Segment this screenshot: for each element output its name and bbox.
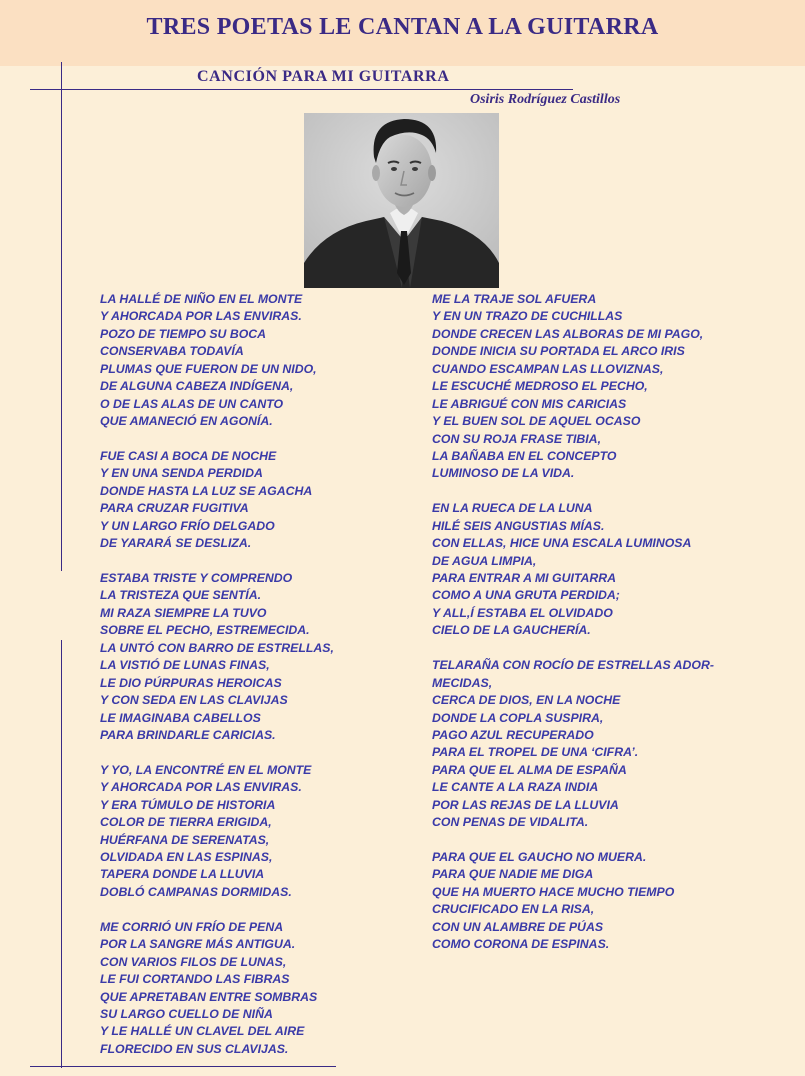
poem-line: PARA BRINDARLE CARICIAS. <box>100 727 276 742</box>
poem-line: Y UN LARGO FRÍO DELGADO <box>100 518 275 533</box>
poem-line: PLUMAS QUE FUERON DE UN NIDO, <box>100 361 317 376</box>
portrait-image <box>304 113 499 288</box>
poem-line: Y AHORCADA POR LAS ENVIRAS. <box>100 780 302 795</box>
poem-line: DONDE LA COPLA SUSPIRA, <box>432 710 604 725</box>
poem-line: CERCA DE DIOS, EN LA NOCHE <box>432 693 621 708</box>
poem-line: SU LARGO CUELLO DE NIÑA <box>100 1006 273 1021</box>
poem-line: LUMINOSO DE LA VIDA. <box>432 466 575 481</box>
poem-line: COMO A UNA GRUTA PERDIDA; <box>432 588 620 603</box>
poem-line: POR LAS REJAS DE LA LLUVIA <box>432 797 619 812</box>
poem-line: PARA EL TROPEL DE UNA ‘CIFRA’. <box>432 745 639 760</box>
poem-stanza <box>100 762 334 902</box>
poem-stanza <box>432 500 714 640</box>
poem-line: OLVIDADA EN LAS ESPINAS, <box>100 850 273 864</box>
poem-stanza <box>100 448 334 553</box>
page-title: TRES POETAS LE CANTAN A LA GUITARRA <box>146 14 659 40</box>
poem-line: HILÉ SEIS ANGUSTIAS MÍAS. <box>432 518 605 533</box>
margin-rule-bottom <box>61 640 62 1068</box>
poem-line: TAPERA DONDE LA LLUVIA <box>100 867 265 882</box>
poem-line: Y EN UNA SENDA PERDIDA <box>100 466 263 481</box>
poem-column-right <box>432 291 714 971</box>
poem-line: Y YO, LA ENCONTRÉ EN EL MONTE <box>100 762 312 777</box>
poem-line: PAGO AZUL RECUPERADO <box>432 727 594 742</box>
poem-line: FUE CASI A BOCA DE NOCHE <box>100 448 277 463</box>
poem-line: LE ESCUCHÉ MEDROSO EL PECHO, <box>432 379 648 394</box>
poem-line: LA HALLÉ DE NIÑO EN EL MONTE <box>100 292 303 306</box>
poem-line: DONDE CRECEN LAS ALBORAS DE MI PAGO, <box>432 326 704 341</box>
poem-title: CANCIÓN PARA MI GUITARRA <box>197 68 450 85</box>
poem-line: CONSERVABA TODAVÍA <box>100 344 244 359</box>
poem-line: QUE APRETABAN ENTRE SOMBRAS <box>100 989 318 1004</box>
poem-line: LE FUI CORTANDO LAS FIBRAS <box>100 972 290 987</box>
poem-line: POZO DE TIEMPO SU BOCA <box>100 326 267 341</box>
author-portrait <box>304 113 499 288</box>
poem-line: FLORECIDO EN SUS CLAVIJAS. <box>100 1041 289 1056</box>
poem-line: ME CORRIÓ UN FRÍO DE PENA <box>100 919 284 934</box>
poem-line: DE AGUA LIMPIA, <box>432 553 537 568</box>
poem-line: DOBLÓ CAMPANAS DORMIDAS. <box>100 884 292 899</box>
poem-line: HUÉRFANA DE SERENATAS, <box>100 832 270 847</box>
poem-line: CON VARIOS FILOS DE LUNAS, <box>100 954 287 969</box>
poem-line: LA VISTIÓ DE LUNAS FINAS, <box>100 658 270 673</box>
poem-line: Y CON SEDA EN LAS CLAVIJAS <box>100 693 288 708</box>
poem-line: QUE AMANECIÓ EN AGONÍA. <box>100 414 273 429</box>
poem-line: DE YARARÁ SE DESLIZA. <box>100 536 252 551</box>
poem-line: LA UNTÓ CON BARRO DE ESTRELLAS, <box>100 640 334 655</box>
poem-line: PARA QUE EL ALMA DE ESPAÑA <box>432 762 627 777</box>
poem-stanza <box>100 291 334 431</box>
poem-line: Y LE HALLÉ UN CLAVEL DEL AIRE <box>100 1024 305 1039</box>
poem-stanza <box>432 291 714 483</box>
poem-line: DE ALGUNA CABEZA INDÍGENA, <box>100 379 294 394</box>
poem-line: PARA CRUZAR FUGITIVA <box>100 501 249 516</box>
poem-column-left <box>100 291 334 1076</box>
poem-line: SOBRE EL PECHO, ESTREMECIDA. <box>100 623 310 638</box>
poem-line: Y ERA TÚMULO DE HISTORIA <box>100 797 276 812</box>
poem-line: POR LA SANGRE MÁS ANTIGUA. <box>100 937 296 952</box>
poem-line: PARA QUE NADIE ME DIGA <box>432 867 594 882</box>
poem-line: LE ABRIGUÉ CON MIS CARICIAS <box>432 396 627 411</box>
poem-line: EN LA RUECA DE LA LUNA <box>432 501 593 516</box>
poem-line: DONDE INICIA SU PORTADA EL ARCO IRIS <box>432 344 685 359</box>
poem-line: LE DIO PÚRPURAS HEROICAS <box>100 675 282 690</box>
poem-stanza <box>432 657 714 831</box>
poem-line: COMO CORONA DE ESPINAS. <box>432 937 610 952</box>
poem-author: Osiris Rodríguez Castillos <box>470 92 621 107</box>
poem-line: LA BAÑABA EN EL CONCEPTO <box>432 448 617 463</box>
poem-line: Y EN UN TRAZO DE CUCHILLAS <box>432 309 623 324</box>
poem-line: QUE HA MUERTO HACE MUCHO TIEMPO <box>432 884 675 899</box>
poem-line: O DE LAS ALAS DE UN CANTO <box>100 396 284 411</box>
poem-line: ESTABA TRISTE Y COMPRENDO <box>100 571 293 585</box>
poem-line: TELARAÑA CON ROCÍO DE ESTRELLAS ADOR- <box>432 658 714 673</box>
poem-line: MI RAZA SIEMPRE LA TUVO <box>100 605 267 620</box>
poem-line: CRUCIFICADO EN LA RISA, <box>432 902 595 917</box>
poem-line: CON SU ROJA FRASE TIBIA, <box>432 431 601 446</box>
poem-line: LE CANTE A LA RAZA INDIA <box>432 780 599 795</box>
poem-line: CON UN ALAMBRE DE PÚAS <box>432 919 604 934</box>
poem-line: CUANDO ESCAMPAN LAS LLOVIZNAS, <box>432 361 664 376</box>
poem-line: Y ALL,Í ESTABA EL OLVIDADO <box>432 605 613 620</box>
poem-line: ME LA TRAJE SOL AFUERA <box>432 292 597 306</box>
poem-stanza <box>100 570 334 744</box>
poem-line: CON PENAS DE VIDALITA. <box>432 815 589 830</box>
title-underline <box>30 89 573 90</box>
poem-line: COLOR DE TIERRA ERIGIDA, <box>100 815 272 830</box>
poem-stanza <box>100 919 334 1059</box>
poem-line: LE IMAGINABA CABELLOS <box>100 710 261 725</box>
poem-line: Y AHORCADA POR LAS ENVIRAS. <box>100 309 302 324</box>
poem-line: LA TRISTEZA QUE SENTÍA. <box>100 588 262 603</box>
poem-line: CON ELLAS, HICE UNA ESCALA LUMINOSA <box>432 536 692 551</box>
poem-line: PARA ENTRAR A MI GUITARRA <box>432 571 616 585</box>
poem-line: Y EL BUEN SOL DE AQUEL OCASO <box>432 414 641 429</box>
poem-line: DONDE HASTA LA LUZ SE AGACHA <box>100 483 313 498</box>
poem-line: MECIDAS, <box>432 675 493 690</box>
poem-stanza <box>432 849 714 954</box>
poem-line: CIELO DE LA GAUCHERÍA. <box>432 623 591 638</box>
margin-rule-top <box>61 62 62 571</box>
poem-line: PARA QUE EL GAUCHO NO MUERA. <box>432 850 647 864</box>
